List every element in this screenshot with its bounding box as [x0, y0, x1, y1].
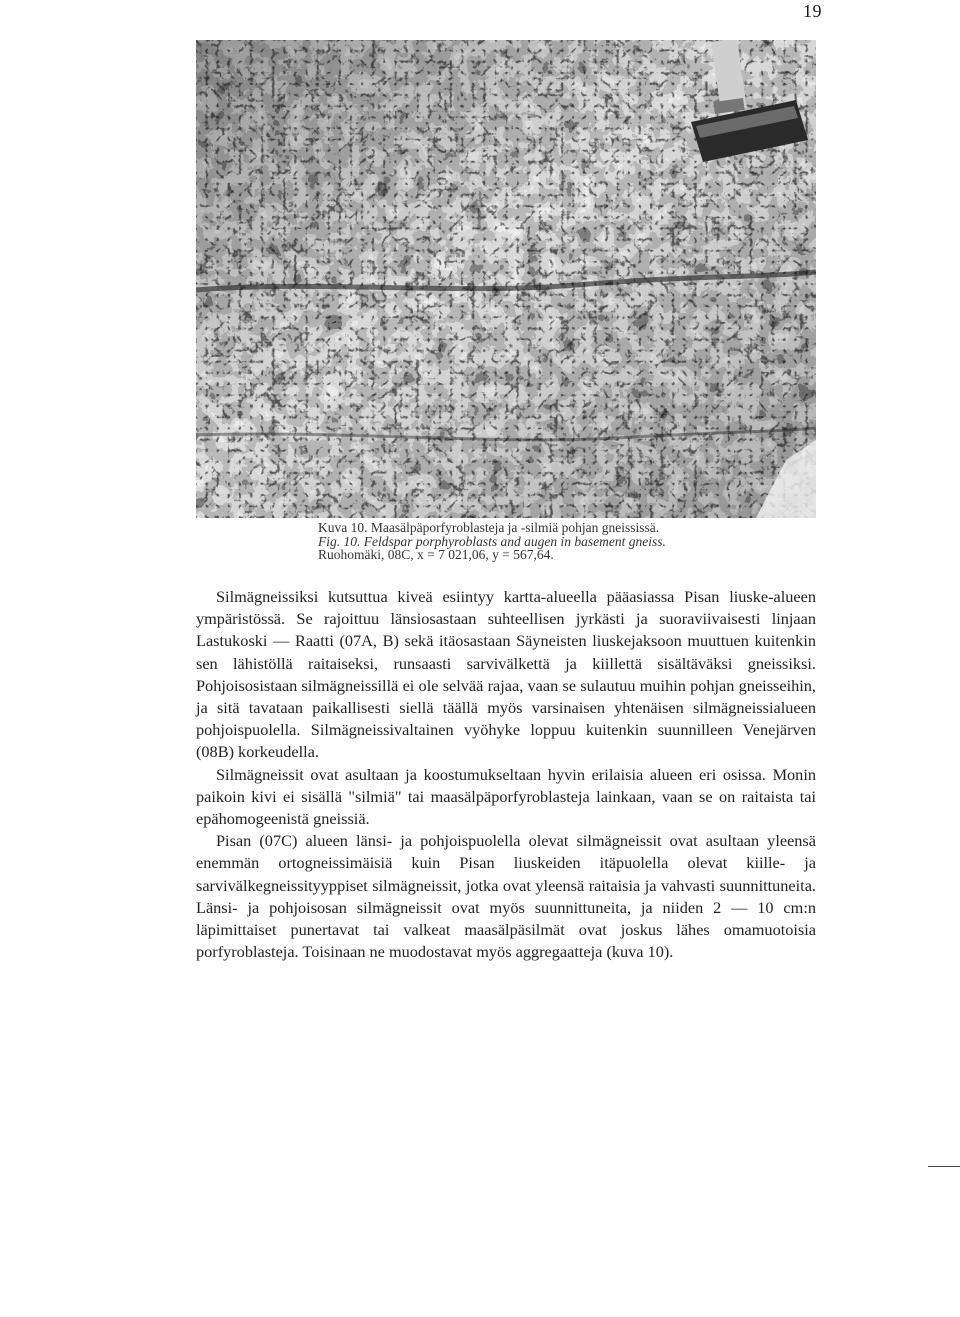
page-number: 19	[803, 1, 822, 21]
paragraph-3: Pisan (07C) alueen länsi- ja pohjoispuolella olevat silmägneissit ovat asultaan yleensä enemmän ortogneissimäisiä kuin Pisan liuskeiden itäpuolella olevat kiille- ja sarvivälkegneissityyppiset silmägneissit, jotka ovat yleensä raitaisia ja vahvasti suunnittuneita. Länsi- ja pohjoisosan silmägneissit ovat myös suunnittuneita, ja niiden 2 — 10 cm:n läpimittaiset punertavat tai valkeat maasälpäsilmät ovat joskus lähes omamuotoisia porfyroblasteja. Toisinaan ne muodostavat myös aggregaatteja (kuva 10).	[196, 831, 816, 962]
figure-caption	[318, 521, 818, 562]
caption-finnish: Kuva 10. Maasälpäporfyroblasteja ja -silmiä pohjan gneississä.	[318, 520, 660, 535]
paragraph-1: Silmägneissiksi kutsuttua kiveä esiintyy kartta-alueella pääasiassa Pisan liuske-alueen ympäristössä. Se rajoittuu länsiosastaan suhteellisen jyrkästi ja suoraviivaisesti linjaan Lastukoski — Raatti (07A, B) sekä itäosastaan Säyneisten liuskejaksoon muuttuen kuitenkin sen lähistöllä raitaiseksi, runsaasti sarvivälkettä ja kiillettä sisältäväksi gneissiksi. Pohjoisosistaan silmägneissillä ei ole selvää rajaa, vaan se sulautuu muihin pohjan gneisseihin, ja sitä tavataan paikallisesti siellä täällä myös varsinaisen yhtenäisen silmägneissialueen pohjoispuolella. Silmägneissivaltainen vyöhyke loppuu kuitenkin suunnilleen Venejärven (08B) korkeudella.	[196, 587, 816, 762]
paragraph-2: Silmägneissit ovat asultaan ja koostumukseltaan hyvin erilaisia alueen eri osissa. Monin paikoin kivi ei sisällä "silmiä" tai maasälpäporfyroblasteja lainkaan, vaan se on raitaista tai epähomogeenistä gneissiä.	[196, 764, 816, 829]
body-text	[196, 586, 816, 963]
rock-outcrop-photo-icon	[196, 40, 816, 518]
edge-mark	[928, 1166, 960, 1167]
rock-outcrop-photo	[196, 40, 816, 518]
caption-english: Fig. 10. Feldspar porphyroblasts and augen in basement gneiss.	[318, 533, 666, 549]
caption-location: Ruohomäki, 08C, x = 7 021,06, y = 567,64.	[318, 547, 554, 562]
